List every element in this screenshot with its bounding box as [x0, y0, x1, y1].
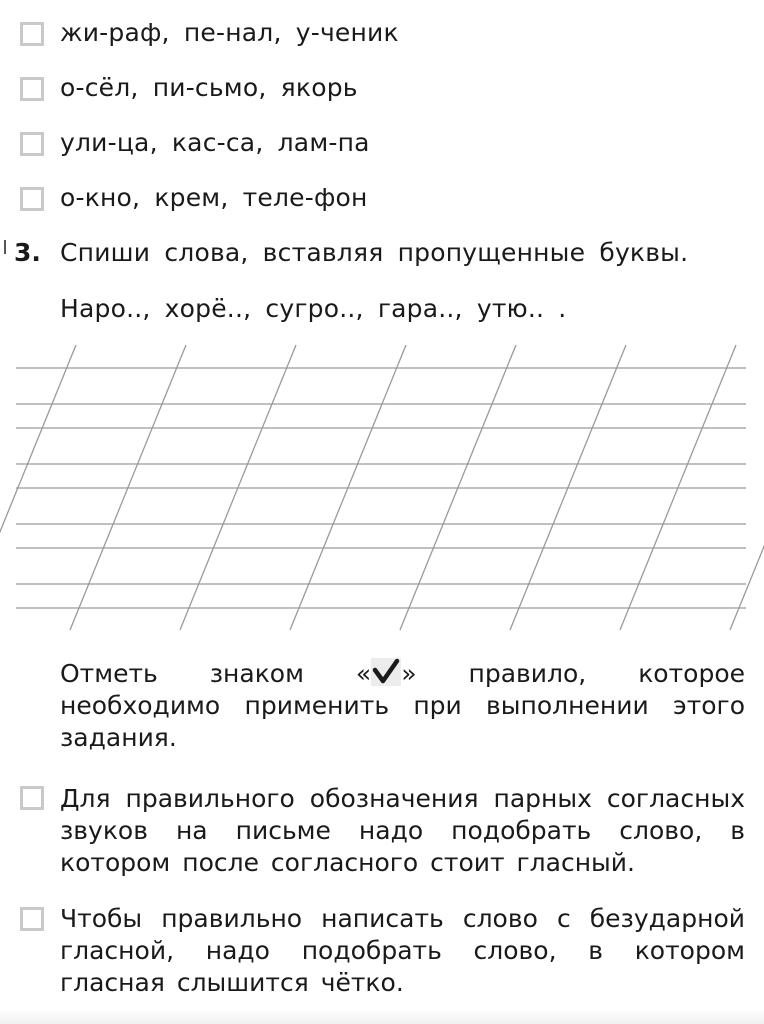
rule-note-before: Отметь знаком «	[60, 659, 372, 688]
handwriting-lines[interactable]	[0, 340, 764, 640]
syllable-row-1: жи-раф, пе-нал, у-ченик	[60, 18, 399, 47]
checkbox-row-2[interactable]	[20, 77, 44, 101]
checkbox-row-4[interactable]	[20, 187, 44, 211]
checkbox-row-1[interactable]	[20, 22, 44, 46]
syllable-row-2: о-сёл, пи-сьмо, якорь	[60, 73, 358, 102]
task-margin-marker	[4, 240, 6, 254]
page-bottom-edge	[0, 1010, 764, 1024]
task-words: Наро.., хорё.., сугро.., гара.., утю.. .	[60, 294, 567, 323]
rule-note	[60, 658, 745, 754]
task-instruction: Спиши слова, вставляя пропущенные буквы.	[60, 238, 689, 267]
task-number: 3.	[14, 238, 41, 267]
checkbox-option-1[interactable]	[20, 786, 44, 810]
check-icon	[371, 658, 401, 686]
ruling-grid	[0, 340, 764, 640]
option-1-text: Для правильного обозначения парных согласных звуков на письме надо подобрать слово, в котором после согласного стоит гласный.	[60, 784, 745, 877]
syllable-row-3: ули-ца, кас-са, лам-па	[60, 128, 370, 157]
checkbox-row-3[interactable]	[20, 132, 44, 156]
option-2-text: Чтобы правильно написать слово с безударной гласной, надо подобрать слово, в котором гласная слышится чётко.	[60, 904, 745, 997]
checkbox-option-2[interactable]	[20, 907, 44, 931]
syllable-row-4: о-кно, крем, теле-фон	[60, 183, 368, 212]
rule-note-after: » правило, которое необходимо применить при выполнении этого задания.	[60, 659, 745, 752]
